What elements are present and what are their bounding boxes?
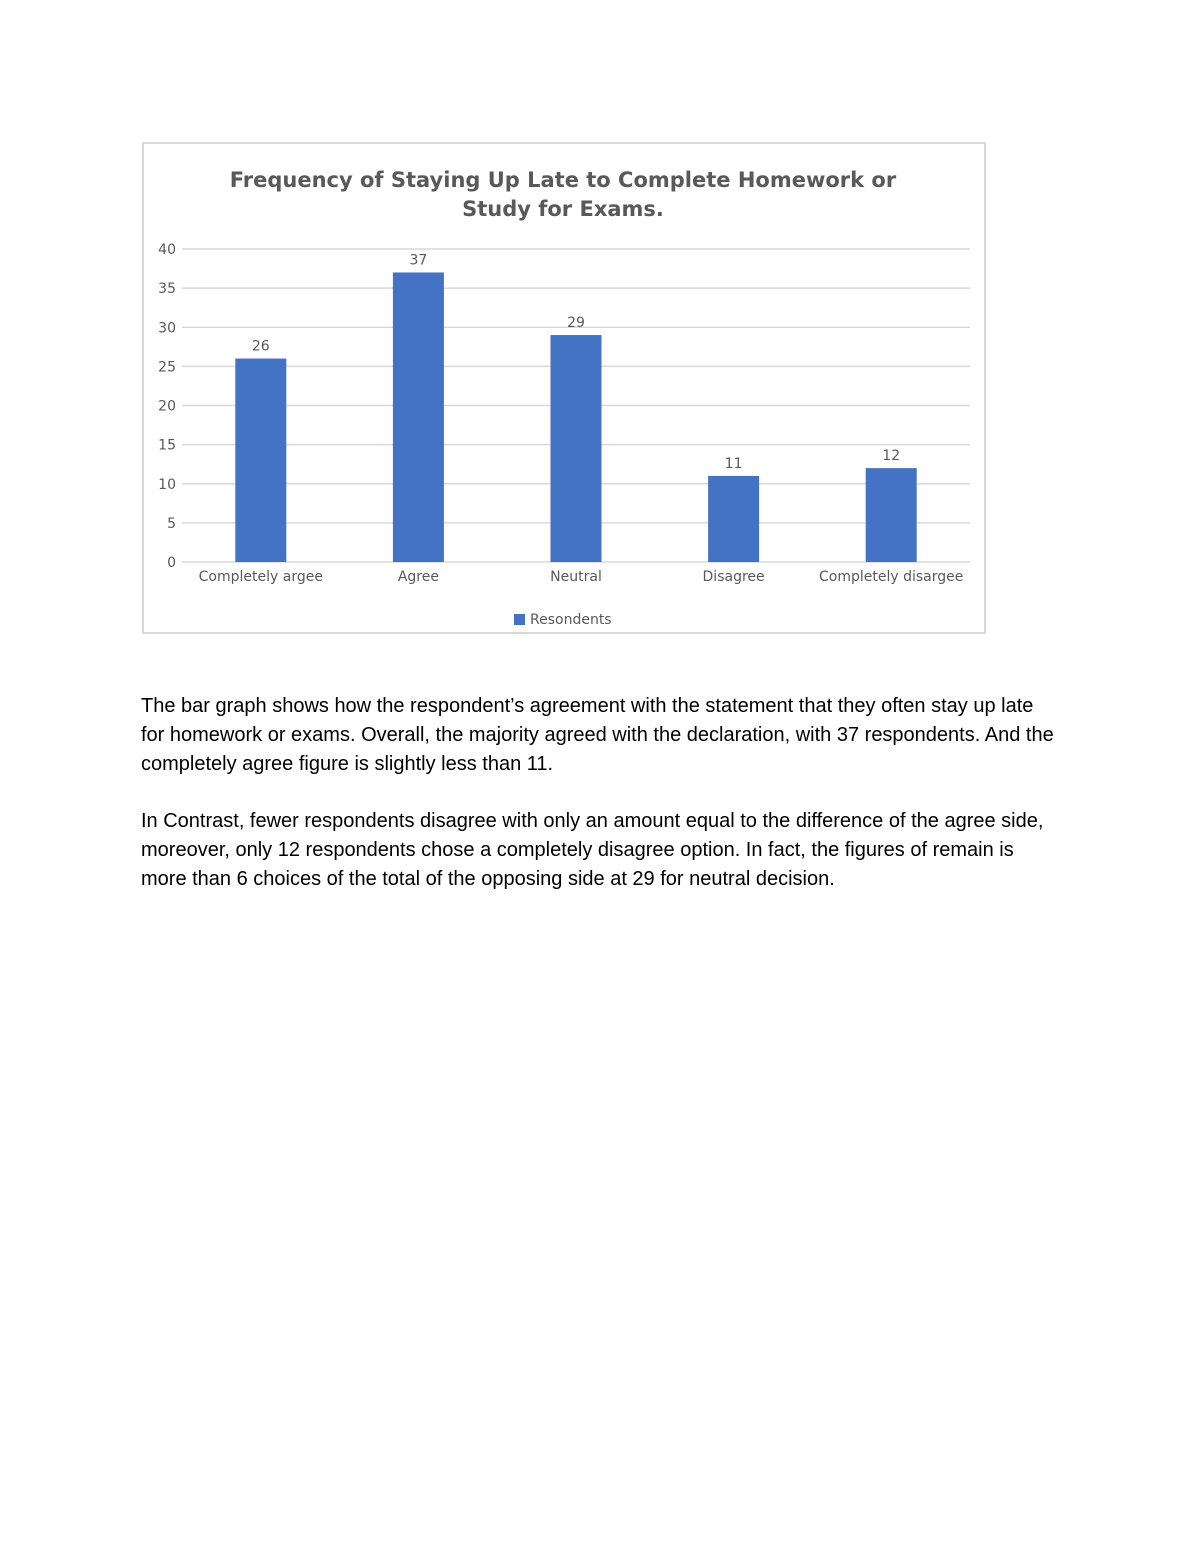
legend	[514, 612, 612, 628]
paragraph-1: The bar graph shows how the respondent’s agreement with the statement that they often stay up late for homework or exams. Overall, the majority agreed with the declaration, with 37 respondents. And the completely agree figure is slightly less than 11.	[141, 695, 1054, 775]
chart-title-line-1: Frequency of Staying Up Late to Complete Homework or	[229, 168, 897, 192]
y-tick-label: 40	[158, 242, 176, 258]
y-tick-label: 35	[158, 281, 176, 298]
data-label: 11	[724, 455, 743, 472]
y-tick-label: 20	[158, 398, 176, 415]
chart-title-line-2: Study for Exams.	[462, 197, 664, 221]
y-tick-label: 0	[167, 555, 176, 571]
paragraph-2: In Contrast, fewer respondents disagree with only an amount equal to the difference of the agree side, moreover, only 12 respondents chose a completely disagree option. In fact, the figures of remain is more than 6 choices of the total of the opposing side at 29 for neutral decision.	[141, 810, 1044, 890]
body-text	[141, 692, 1061, 922]
bar	[393, 272, 444, 562]
y-tick-label: 25	[158, 359, 176, 376]
category-labels	[199, 569, 964, 585]
bar	[235, 359, 286, 562]
bar	[708, 476, 759, 562]
data-label: 26	[251, 338, 270, 355]
bar	[551, 335, 602, 562]
y-tick-label: 30	[158, 320, 176, 337]
legend-label: Resondents	[530, 612, 612, 628]
category-label: Neutral	[550, 569, 602, 585]
data-label: 29	[567, 315, 585, 332]
category-label: Completely argee	[198, 569, 323, 585]
category-label: Agree	[397, 569, 439, 585]
category-label: Completely disargee	[819, 569, 964, 585]
bar-chart	[0, 0, 1200, 660]
y-tick-label: 5	[167, 515, 176, 532]
bar	[866, 468, 917, 562]
y-tick-label: 15	[158, 437, 176, 454]
y-axis-ticks	[158, 242, 176, 571]
category-label: Disagree	[702, 569, 765, 585]
data-label: 37	[409, 252, 428, 269]
legend-swatch	[514, 614, 525, 625]
y-tick-label: 10	[158, 476, 176, 493]
data-label: 12	[882, 448, 901, 465]
